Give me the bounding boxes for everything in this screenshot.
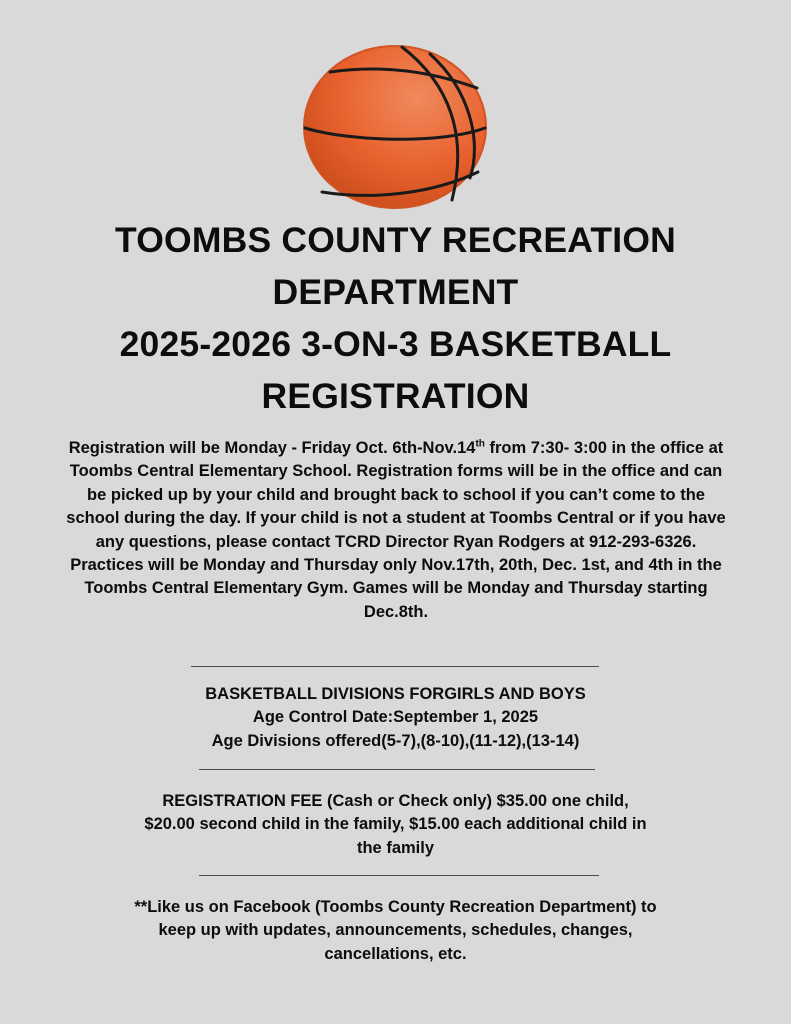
facebook-section (0, 896, 791, 966)
title-line: 2025-2026 3-ON-3 BASKETBALL (119, 324, 672, 364)
social-line: keep up with updates, announcements, schedules, changes, (158, 921, 633, 940)
divider (199, 875, 599, 876)
title-line: DEPARTMENT (272, 272, 519, 312)
divider (199, 769, 595, 770)
intro-text: Registration will be Monday - Friday Oct. 6th-Nov.14 (68, 439, 476, 457)
divisions-heading: BASKETBALL DIVISIONS FORGIRLS AND BOYS (205, 685, 586, 703)
divisions-section (0, 683, 791, 753)
title-line: REGISTRATION (261, 376, 530, 416)
age-control-date: Age Control Date:September 1, 2025 (252, 708, 539, 727)
page-title (0, 214, 791, 422)
fee-line: REGISTRATION FEE (Cash or Check only) $35.00 one child, (162, 792, 629, 810)
title-line: TOOMBS COUNTY RECREATION (115, 220, 676, 260)
social-line: **Like us on Facebook (Toombs County Recreation Department) to (134, 898, 657, 916)
intro-superscript: th (475, 438, 485, 450)
age-divisions: Age Divisions offered(5-7),(8-10),(11-12),(13-14) (211, 731, 580, 750)
fee-line: the family (356, 838, 435, 857)
registration-info-paragraph (66, 437, 726, 624)
basketball-icon (302, 44, 488, 210)
social-line: cancellations, etc. (324, 944, 467, 963)
fee-line: $20.00 second child in the family, $15.00 each additional child in (144, 815, 647, 834)
divider (191, 666, 599, 667)
intro-text-continued: from 7:30- 3:00 in the office at Toombs Central Elementary School. Registration forms will be in the office and can be picked up by your child and brought back to school if you can’t come to the school during the day. If your child is not a student at Toombs Central or if you have any questions, please contact TCRD Director Ryan Rodgers at 912-293-6326. Practices will be Monday and Thursday only Nov.17th, 20th, Dec. 1st, and 4th in the Toombs Central Elementary Gym. Games will be Monday and Thursday starting Dec.8th. (66, 439, 726, 621)
registration-fee-section (0, 790, 791, 860)
